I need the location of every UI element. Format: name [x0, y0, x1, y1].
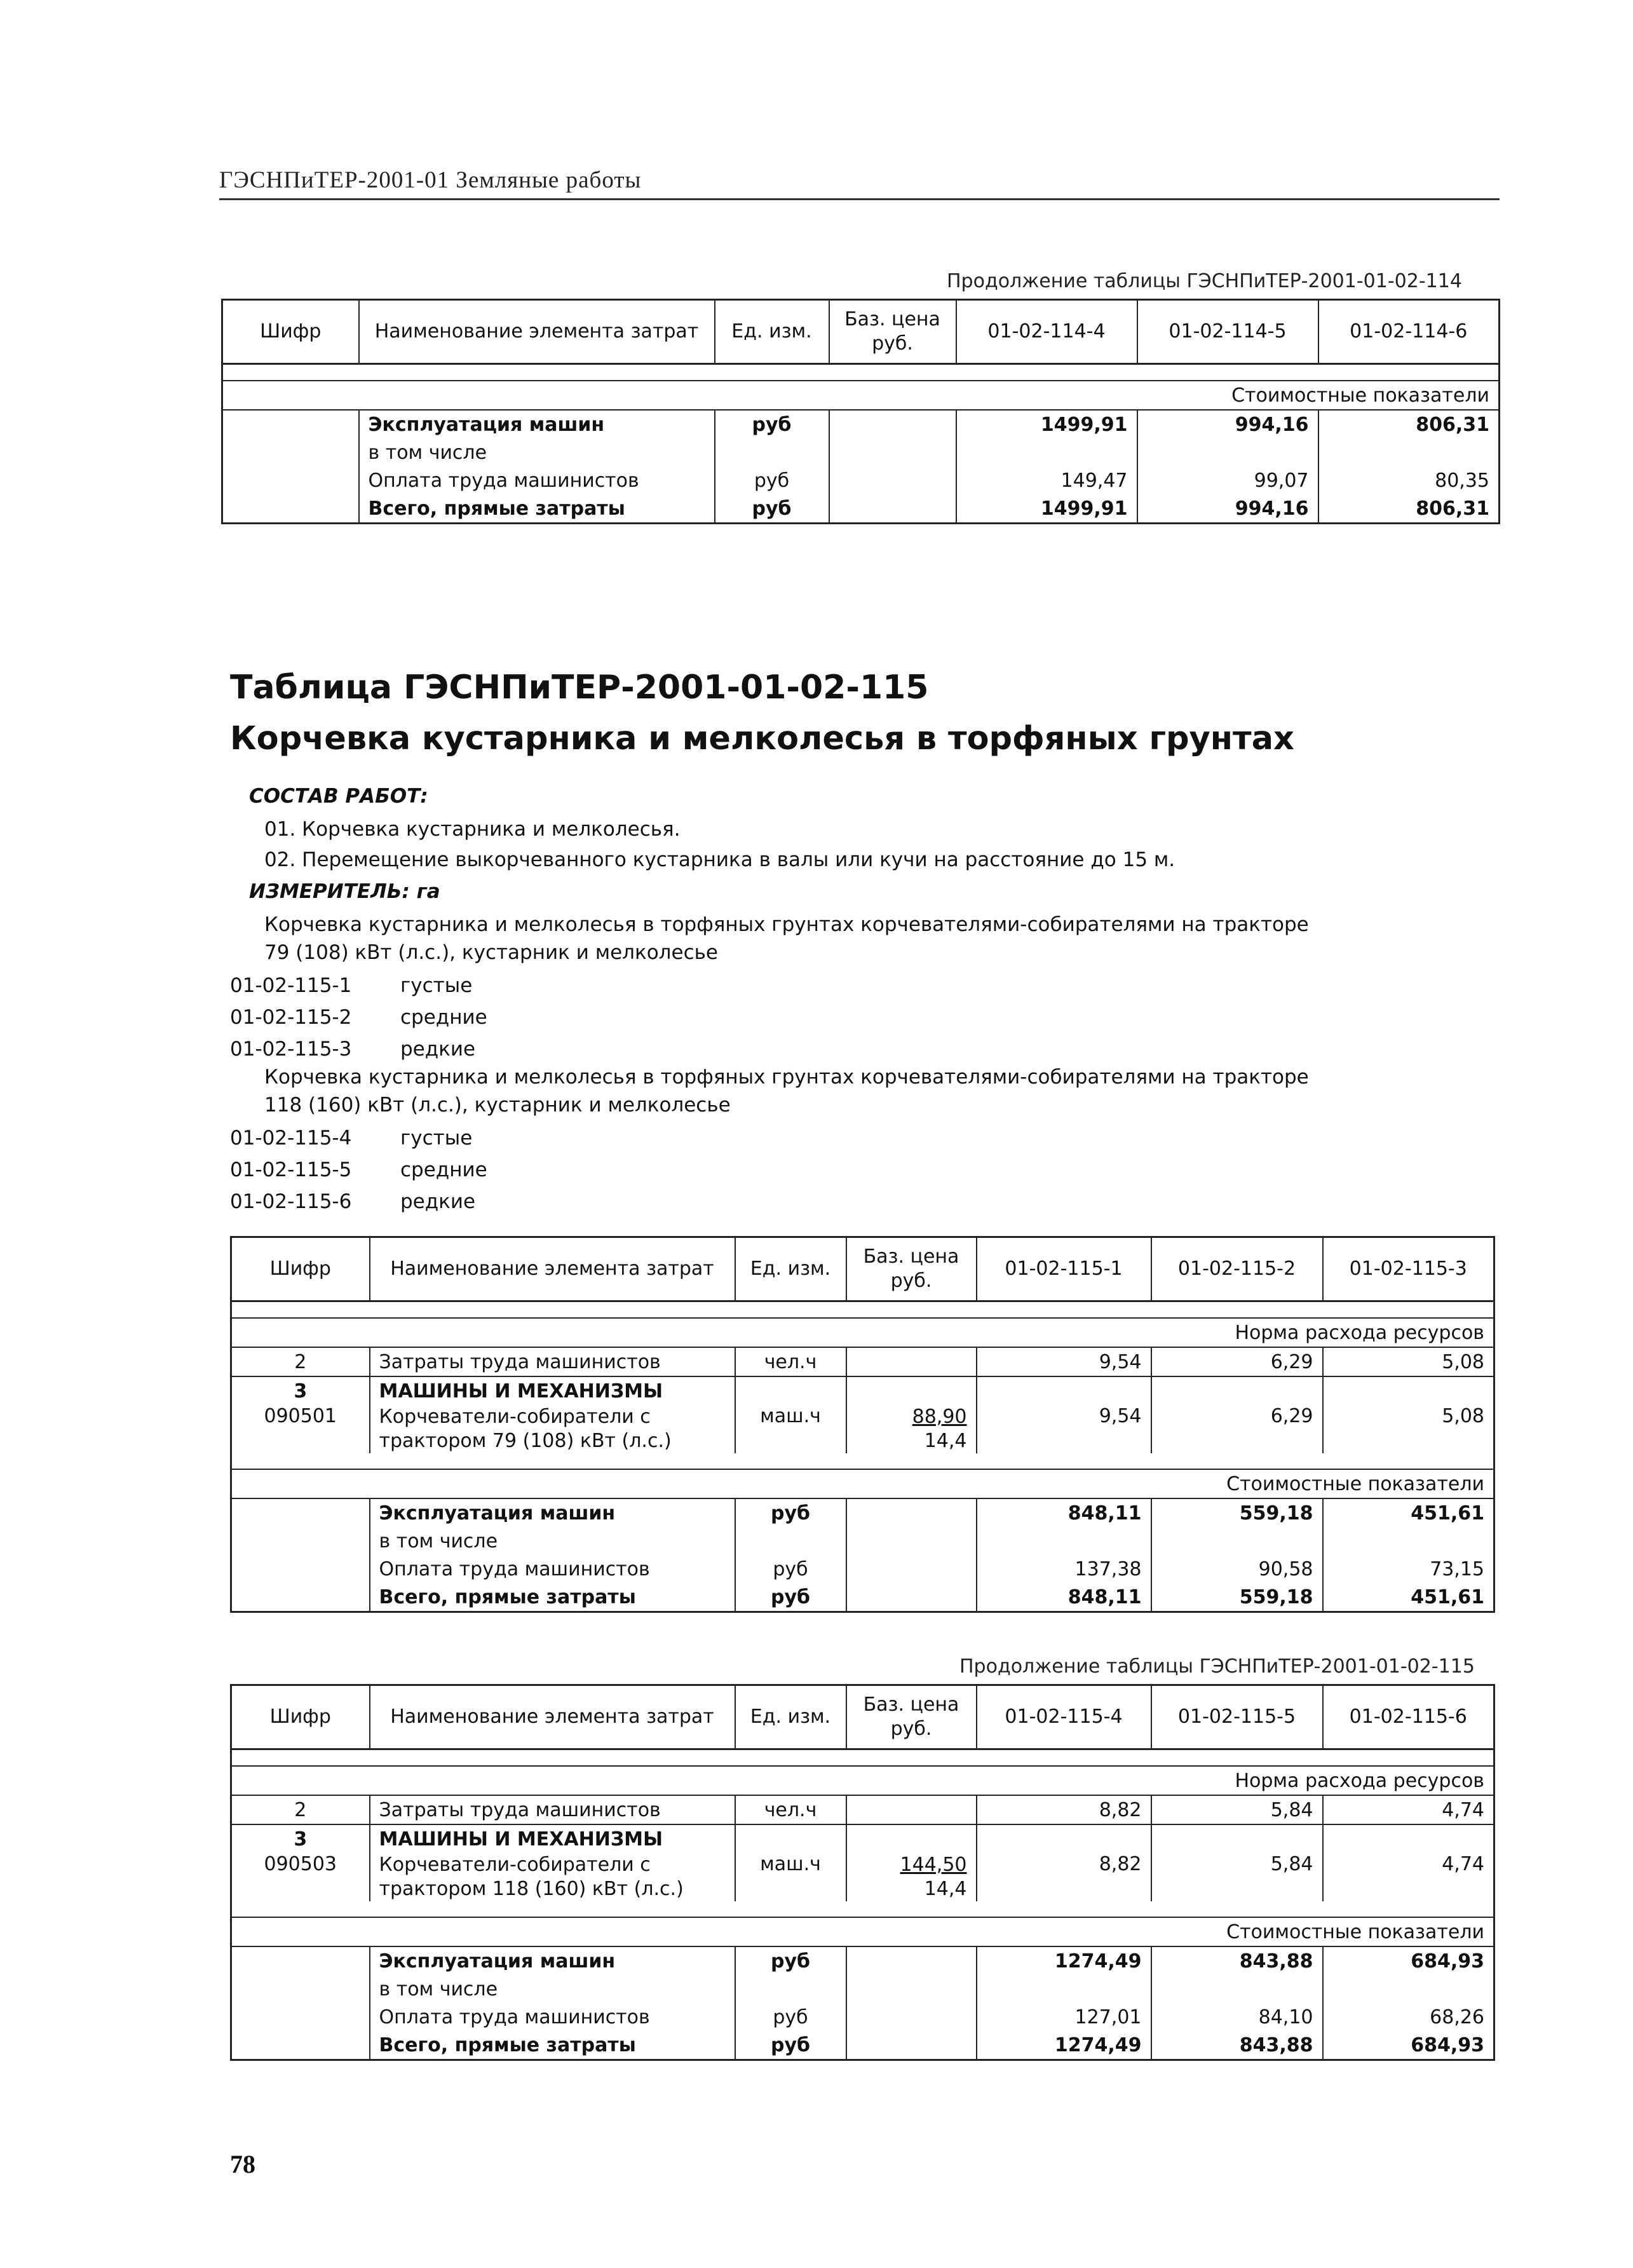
norm-description: редкие	[400, 1038, 476, 1061]
column-header: Наименование элемента затрат	[359, 300, 715, 364]
table-row	[231, 1853, 1494, 1901]
row-name: Всего, прямые затраты	[370, 1583, 735, 1612]
row-value: 451,61	[1323, 1498, 1494, 1527]
row-value: 1274,49	[977, 2031, 1151, 2060]
work-item: 02. Перемещение выкорчеванного кустарника в валы или кучи на расстояние до 15 м.	[264, 848, 1176, 871]
table-row	[231, 1824, 1494, 1853]
page-number: 78	[230, 2150, 255, 2178]
row-value: 9,54	[977, 1405, 1151, 1453]
table-row	[231, 1376, 1494, 1405]
row-value: 1499,91	[956, 410, 1137, 438]
row-name: Оплата труда машинистов	[359, 466, 715, 494]
column-header: 01-02-115-3	[1323, 1237, 1494, 1301]
section-label-cost: Стоимостные показатели	[222, 381, 1500, 410]
group-description: Корчевка кустарника и мелколесья в торфяных грунтах корчевателями-собирателями на тракторе	[264, 913, 1309, 936]
table-spacer	[231, 1453, 1494, 1469]
column-header: Баз. цена руб.	[846, 1685, 977, 1749]
row-value: 994,16	[1137, 410, 1318, 438]
table-row	[231, 1347, 1494, 1376]
row-value: 90,58	[1151, 1555, 1323, 1583]
table-row	[231, 1527, 1494, 1555]
table-114-continuation	[221, 299, 1500, 524]
row-name: Эксплуатация машин	[370, 1498, 735, 1527]
section-label-cost: Стоимостные показатели	[231, 1469, 1494, 1498]
norm-code: 01-02-115-6	[230, 1190, 352, 1213]
group-description: 118 (160) кВт (л.с.), кустарник и мелколесье	[264, 1094, 731, 1117]
row-value: 80,35	[1318, 466, 1500, 494]
norm-code: 01-02-115-4	[230, 1127, 352, 1150]
row-name: Оплата труда машинистов	[370, 1555, 735, 1583]
measure-unit: га	[416, 880, 440, 903]
row-code: 3	[231, 1824, 370, 1853]
base-price-labor: 14,4	[924, 1430, 967, 1452]
row-name	[370, 1853, 735, 1901]
section-label-norm: Норма расхода ресурсов	[231, 1318, 1494, 1347]
row-code: 2	[231, 1347, 370, 1376]
row-unit: чел.ч	[735, 1347, 846, 1376]
table-row	[231, 2031, 1494, 2060]
work-composition-label: СОСТАВ РАБОТ:	[249, 785, 428, 808]
column-header: Ед. изм.	[715, 300, 829, 364]
row-value: 684,93	[1323, 1946, 1494, 1975]
row-value: 559,18	[1151, 1583, 1323, 1612]
row-value: 5,84	[1151, 1795, 1323, 1824]
column-header: 01-02-114-4	[956, 300, 1137, 364]
measure-label: ИЗМЕРИТЕЛЬ:	[249, 880, 410, 903]
column-header: Шифр	[222, 300, 359, 364]
table-row	[231, 1795, 1494, 1824]
table-spacer	[231, 1301, 1494, 1319]
row-code: 090501	[231, 1405, 370, 1453]
table-115-part-2	[230, 1684, 1495, 2061]
row-value: 4,74	[1323, 1795, 1494, 1824]
running-header: ГЭСНПиТЕР-2001-01 Земляные работы	[219, 167, 642, 193]
row-unit: руб	[715, 494, 829, 524]
row-value: 99,07	[1137, 466, 1318, 494]
row-value: 806,31	[1318, 410, 1500, 438]
base-price-labor: 14,4	[924, 1878, 967, 1900]
column-header: Баз. цена руб.	[829, 300, 956, 364]
row-value: 137,38	[977, 1555, 1151, 1583]
table-row	[231, 1975, 1494, 2003]
table-header-row	[231, 1237, 1494, 1301]
row-name: Всего, прямые затраты	[359, 494, 715, 524]
column-header: Ед. изм.	[735, 1237, 846, 1301]
row-name: Всего, прямые затраты	[370, 2031, 735, 2060]
base-price: 88,90	[912, 1406, 967, 1428]
machine-name-line: трактором 79 (108) кВт (л.с.)	[379, 1430, 672, 1452]
row-value: 451,61	[1323, 1583, 1494, 1612]
row-value: 843,88	[1151, 2031, 1323, 2060]
table-row	[231, 2003, 1494, 2031]
group-description: 79 (108) кВт (л.с.), кустарник и мелколесье	[264, 941, 718, 964]
table-115-part-1	[230, 1236, 1495, 1613]
machine-name-line: трактором 118 (160) кВт (л.с.)	[379, 1878, 684, 1900]
table-row	[231, 1946, 1494, 1975]
row-unit: руб	[735, 1946, 846, 1975]
row-name: МАШИНЫ И МЕХАНИЗМЫ	[370, 1824, 735, 1853]
table-spacer	[231, 1901, 1494, 1917]
row-value: 994,16	[1137, 494, 1318, 524]
row-name: МАШИНЫ И МЕХАНИЗМЫ	[370, 1376, 735, 1405]
norm-description: средние	[400, 1158, 487, 1181]
row-value: 127,01	[977, 2003, 1151, 2031]
table-row	[222, 466, 1500, 494]
row-value: 559,18	[1151, 1498, 1323, 1527]
row-value: 5,08	[1323, 1347, 1494, 1376]
row-code: 090503	[231, 1853, 370, 1901]
row-value: 5,08	[1323, 1405, 1494, 1453]
work-item: 01. Корчевка кустарника и мелколесья.	[264, 818, 681, 841]
row-value: 5,84	[1151, 1853, 1323, 1901]
row-unit: чел.ч	[735, 1795, 846, 1824]
row-unit: руб	[735, 2003, 846, 2031]
column-header: 01-02-115-4	[977, 1685, 1151, 1749]
row-value: 6,29	[1151, 1347, 1323, 1376]
row-name: в том числе	[370, 1527, 735, 1555]
table-row	[222, 410, 1500, 438]
column-header: 01-02-115-2	[1151, 1237, 1323, 1301]
column-header: 01-02-115-1	[977, 1237, 1151, 1301]
norm-description: густые	[400, 1127, 473, 1150]
column-header: Баз. цена руб.	[846, 1237, 977, 1301]
base-price: 144,50	[900, 1854, 967, 1876]
row-name: в том числе	[359, 438, 715, 466]
column-header: 01-02-114-6	[1318, 300, 1500, 364]
column-header: 01-02-114-5	[1137, 300, 1318, 364]
norm-code: 01-02-115-2	[230, 1006, 352, 1029]
table-subtitle: Корчевка кустарника и мелколесья в торфяных грунтах	[230, 720, 1294, 757]
row-value: 84,10	[1151, 2003, 1323, 2031]
row-name: Эксплуатация машин	[370, 1946, 735, 1975]
table-row	[231, 1555, 1494, 1583]
row-value: 843,88	[1151, 1946, 1323, 1975]
row-code: 2	[231, 1795, 370, 1824]
row-value: 848,11	[977, 1583, 1151, 1612]
row-value: 9,54	[977, 1347, 1151, 1376]
row-value: 848,11	[977, 1498, 1151, 1527]
row-name: Оплата труда машинистов	[370, 2003, 735, 2031]
row-name: Затраты труда машинистов	[370, 1795, 735, 1824]
row-price	[846, 1405, 977, 1453]
row-value: 8,82	[977, 1795, 1151, 1824]
table-title: Таблица ГЭСНПиТЕР-2001-01-02-115	[230, 669, 929, 707]
norm-description: густые	[400, 974, 473, 997]
table-header-row	[222, 300, 1500, 364]
row-name: Эксплуатация машин	[359, 410, 715, 438]
table-spacer	[231, 1749, 1494, 1767]
column-header: 01-02-115-6	[1323, 1685, 1494, 1749]
row-price	[846, 1853, 977, 1901]
row-unit: руб	[735, 1555, 846, 1583]
table-row	[231, 1405, 1494, 1453]
table-header-row	[231, 1685, 1494, 1749]
row-value: 1499,91	[956, 494, 1137, 524]
table-row	[222, 438, 1500, 466]
machine-name-line: Корчеватели-собиратели с	[379, 1854, 651, 1876]
row-value: 1274,49	[977, 1946, 1151, 1975]
row-name: Затраты труда машинистов	[370, 1347, 735, 1376]
row-unit: руб	[715, 410, 829, 438]
row-value: 73,15	[1323, 1555, 1494, 1583]
row-value: 8,82	[977, 1853, 1151, 1901]
column-header: Наименование элемента затрат	[370, 1237, 735, 1301]
row-name: в том числе	[370, 1975, 735, 2003]
row-code: 3	[231, 1376, 370, 1405]
group-description: Корчевка кустарника и мелколесья в торфяных грунтах корчевателями-собирателями на тракторе	[264, 1066, 1309, 1089]
row-value: 149,47	[956, 466, 1137, 494]
norm-code: 01-02-115-1	[230, 974, 352, 997]
row-unit: руб	[715, 466, 829, 494]
table-115-continuation-caption: Продолжение таблицы ГЭСНПиТЕР-2001-01-02-115	[959, 1655, 1475, 1678]
row-unit: маш.ч	[735, 1853, 846, 1901]
norm-code: 01-02-115-5	[230, 1158, 352, 1181]
measure-label-row	[249, 880, 440, 903]
row-unit: руб	[735, 2031, 846, 2060]
row-unit: руб	[735, 1498, 846, 1527]
row-unit: маш.ч	[735, 1405, 846, 1453]
column-header: Ед. изм.	[735, 1685, 846, 1749]
header-divider	[219, 198, 1500, 200]
row-value: 806,31	[1318, 494, 1500, 524]
row-value: 68,26	[1323, 2003, 1494, 2031]
norm-description: редкие	[400, 1190, 476, 1213]
column-header: Шифр	[231, 1685, 370, 1749]
table-114-continuation-caption: Продолжение таблицы ГЭСНПиТЕР-2001-01-02-114	[947, 270, 1462, 292]
section-label-cost: Стоимостные показатели	[231, 1917, 1494, 1946]
row-value: 4,74	[1323, 1853, 1494, 1901]
table-row	[231, 1583, 1494, 1612]
column-header: Шифр	[231, 1237, 370, 1301]
table-row	[231, 1498, 1494, 1527]
norm-code: 01-02-115-3	[230, 1038, 352, 1061]
row-name	[370, 1405, 735, 1453]
row-value: 6,29	[1151, 1405, 1323, 1453]
row-unit: руб	[735, 1583, 846, 1612]
norm-description: средние	[400, 1006, 487, 1029]
column-header: 01-02-115-5	[1151, 1685, 1323, 1749]
row-value: 684,93	[1323, 2031, 1494, 2060]
table-spacer	[222, 364, 1500, 381]
machine-name-line: Корчеватели-собиратели с	[379, 1406, 651, 1428]
section-label-norm: Норма расхода ресурсов	[231, 1766, 1494, 1795]
table-row	[222, 494, 1500, 524]
column-header: Наименование элемента затрат	[370, 1685, 735, 1749]
